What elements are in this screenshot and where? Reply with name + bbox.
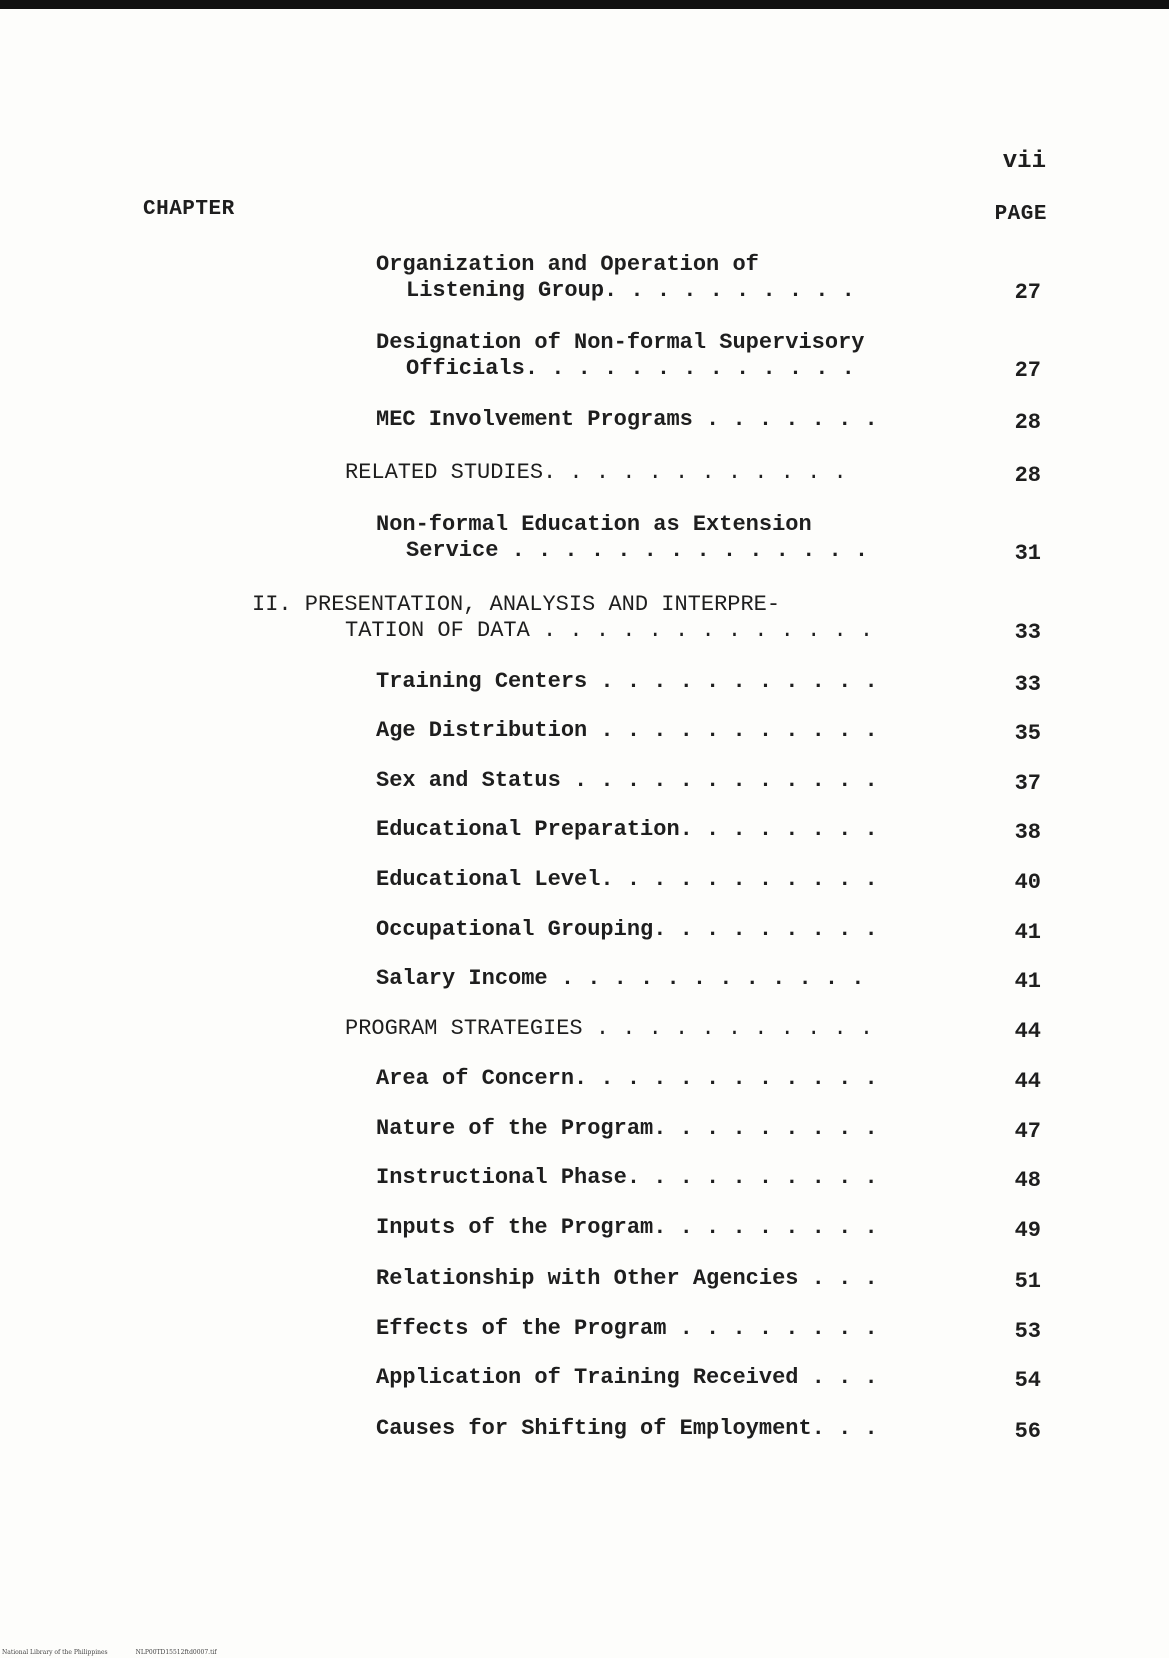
toc-entry [376, 407, 878, 433]
toc-entry-title: Non-formal Education as Extension [376, 512, 812, 537]
toc-entry-title: Designation of Non-formal Supervisory [376, 330, 865, 355]
toc-entry-page: 33 [1014, 672, 1041, 697]
toc-entry [376, 669, 878, 695]
toc-entry-page: 51 [1014, 1269, 1041, 1294]
toc-entry [376, 966, 864, 992]
toc-entry-title: Causes for Shifting of Employment. . . [376, 1416, 878, 1441]
toc-entry [376, 1066, 878, 1092]
toc-entry-title: Educational Level. . . . . . . . . . . [376, 867, 878, 892]
toc-entry-title: Listening Group. . . . . . . . . . [406, 278, 855, 303]
toc-entry-page: 56 [1014, 1419, 1041, 1444]
toc-entry [376, 1316, 878, 1342]
toc-entry-title: Relationship with Other Agencies . . . [376, 1266, 878, 1291]
toc-entry-title: Inputs of the Program. . . . . . . . . [376, 1215, 878, 1240]
toc-entry-title: Educational Preparation. . . . . . . . [376, 817, 878, 842]
toc-entry [376, 1266, 878, 1292]
toc-entry-page: 54 [1014, 1368, 1041, 1393]
toc-entry-page: 48 [1014, 1168, 1041, 1193]
toc-entry-page: 49 [1014, 1218, 1041, 1243]
toc-entry [376, 1215, 878, 1241]
toc-entry-page: 37 [1014, 771, 1041, 796]
toc-entry [376, 1165, 878, 1191]
toc-entry-title: MEC Involvement Programs . . . . . . . [376, 407, 878, 432]
toc-entry-page: 27 [1014, 358, 1041, 383]
toc-entry-page: 28 [1014, 463, 1041, 488]
scan-top-border [0, 0, 1169, 9]
scan-footer [2, 1649, 217, 1656]
toc-entry-title: Training Centers . . . . . . . . . . . [376, 669, 878, 694]
toc-entry-page: 33 [1014, 620, 1041, 645]
chapter-column-header: CHAPTER [143, 198, 235, 221]
toc-entry-page: 53 [1014, 1319, 1041, 1344]
toc-entry-title: Officials. . . . . . . . . . . . . [406, 356, 855, 381]
toc-entry-page: 27 [1014, 280, 1041, 305]
toc-entry-title: TATION OF DATA . . . . . . . . . . . . . [345, 618, 874, 643]
toc-chapter-heading [252, 592, 873, 644]
toc-entry-page: 41 [1014, 969, 1041, 994]
toc-entry-page: 44 [1014, 1019, 1041, 1044]
toc-entry [376, 512, 868, 564]
toc-entry-title: Salary Income . . . . . . . . . . . . [376, 966, 865, 991]
toc-entry [376, 1416, 878, 1442]
footer-filename: NLP00TD15512ftd0007.tif [135, 1649, 217, 1656]
toc-entry-page: 28 [1014, 410, 1041, 435]
toc-entry-title: Application of Training Received . . . [376, 1365, 878, 1390]
toc-entry-title: Instructional Phase. . . . . . . . . . [376, 1165, 878, 1190]
toc-entry-title: II. PRESENTATION, ANALYSIS AND INTERPRE- [252, 592, 781, 617]
toc-entry [376, 330, 864, 382]
toc-entry-page: 35 [1014, 721, 1041, 746]
toc-section-heading [345, 1016, 873, 1042]
toc-entry-title: Nature of the Program. . . . . . . . . [376, 1116, 878, 1141]
toc-entry [376, 1365, 878, 1391]
page-column-header: PAGE [994, 203, 1047, 226]
toc-entry-page: 47 [1014, 1119, 1041, 1144]
toc-entry-title: PROGRAM STRATEGIES . . . . . . . . . . . [345, 1016, 874, 1041]
toc-entry [376, 252, 855, 304]
toc-entry-title: Service . . . . . . . . . . . . . . [406, 538, 869, 563]
toc-entry-title: Sex and Status . . . . . . . . . . . . [376, 768, 878, 793]
toc-entry [376, 867, 878, 893]
toc-entry [376, 1116, 878, 1142]
footer-library: National Library of the Philippines [2, 1649, 108, 1656]
toc-entry-title: Effects of the Program . . . . . . . . [376, 1316, 878, 1341]
toc-entry [376, 817, 878, 843]
toc-entry [376, 917, 878, 943]
toc-entry-page: 31 [1014, 541, 1041, 566]
page-number: vii [1002, 148, 1046, 175]
toc-entry-title: Organization and Operation of [376, 252, 759, 277]
toc-entry-title: Occupational Grouping. . . . . . . . . [376, 917, 878, 942]
toc-entry-title: Age Distribution . . . . . . . . . . . [376, 718, 878, 743]
toc-entry-page: 40 [1014, 870, 1041, 895]
toc-entry-page: 41 [1014, 920, 1041, 945]
toc-entry-page: 38 [1014, 820, 1041, 845]
toc-section-heading [345, 460, 847, 486]
toc-entry-title: RELATED STUDIES. . . . . . . . . . . . [345, 460, 847, 485]
toc-entry [376, 768, 878, 794]
toc-entry-title: Area of Concern. . . . . . . . . . . . [376, 1066, 878, 1091]
toc-entry-page: 44 [1014, 1069, 1041, 1094]
toc-entry [376, 718, 878, 744]
